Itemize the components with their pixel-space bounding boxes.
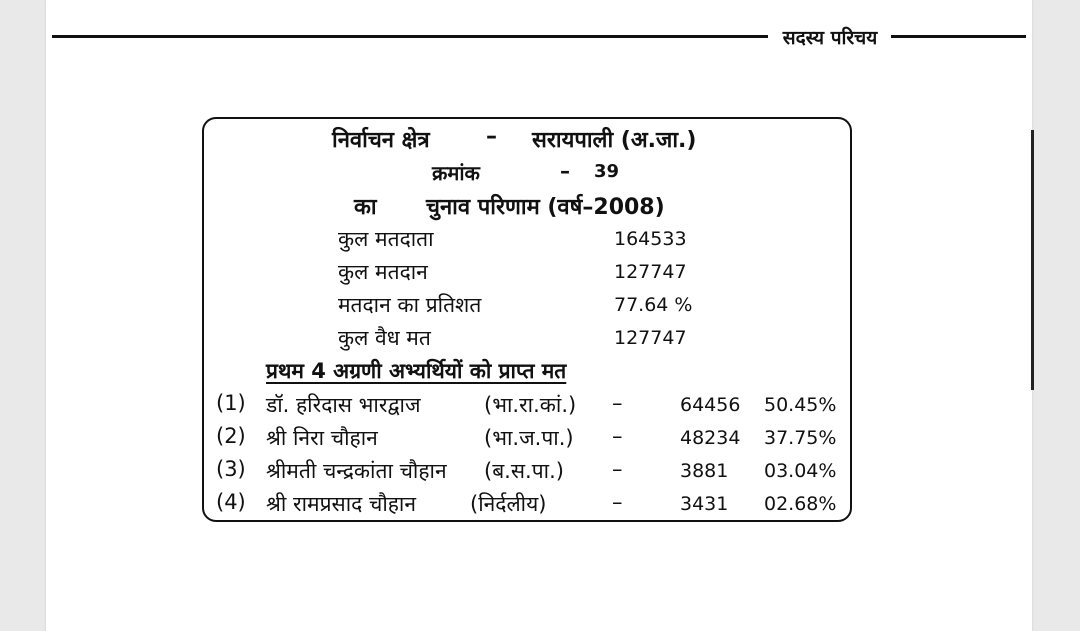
stat-value: 164533 [614, 228, 687, 250]
stat-label: कुल वैध मत [338, 326, 431, 350]
serial-number: 39 [594, 161, 620, 182]
page-header-title: सदस्य परिचय [782, 27, 878, 49]
document-page [46, 0, 1032, 631]
stat-value: 127747 [614, 261, 687, 283]
constituency-dash: – [486, 124, 497, 149]
candidate-index: (3) [216, 457, 246, 481]
candidate-percent: 02.68% [764, 493, 837, 515]
stat-label: कुल मतदाता [338, 227, 434, 251]
result-title: चुनाव परिणाम (वर्ष–2008) [426, 195, 665, 220]
candidate-name: श्री रामप्रसाद चौहान [266, 492, 416, 516]
candidate-name: डॉ. हरिदास भारद्वाज [266, 393, 421, 417]
candidate-percent: 03.04% [764, 460, 837, 482]
election-result-box [202, 117, 852, 522]
candidate-votes: 3881 [680, 460, 729, 482]
candidate-name: श्री निरा चौहान [266, 426, 378, 450]
candidate-dash: – [612, 391, 623, 415]
candidate-party: (ब.स.पा.) [484, 459, 564, 483]
candidate-party: (भा.रा.कां.) [484, 393, 577, 417]
header-rule-left [52, 35, 768, 38]
page-edge-mark [1031, 130, 1034, 390]
candidate-votes: 48234 [680, 427, 741, 449]
candidate-votes: 3431 [680, 493, 729, 515]
candidate-index: (2) [216, 424, 246, 448]
candidates-heading: प्रथम 4 अग्रणी अभ्यर्थियों को प्राप्त मत [266, 359, 567, 383]
header-rule-right [891, 35, 1026, 38]
candidate-index: (4) [216, 490, 246, 514]
candidate-index: (1) [216, 391, 246, 415]
constituency-label: निर्वाचन क्षेत्र [332, 128, 430, 153]
serial-dash: – [560, 159, 570, 183]
serial-label: क्रमांक [432, 161, 480, 185]
constituency-name: सरायपाली (अ.जा.) [532, 128, 697, 153]
candidate-dash: – [612, 457, 623, 481]
candidate-name: श्रीमती चन्द्रकांता चौहान [266, 459, 447, 483]
candidate-votes: 64456 [680, 394, 741, 416]
stat-value: 77.64 % [614, 294, 693, 316]
candidate-percent: 50.45% [764, 394, 837, 416]
candidate-party: (निर्दलीय) [470, 492, 547, 516]
stat-value: 127747 [614, 327, 687, 349]
candidate-dash: – [612, 490, 623, 514]
stat-label: मतदान का प्रतिशत [338, 293, 482, 317]
result-prefix: का [354, 195, 377, 220]
stat-label: कुल मतदान [338, 260, 428, 284]
candidate-percent: 37.75% [764, 427, 837, 449]
candidate-party: (भा.ज.पा.) [484, 426, 574, 450]
candidate-dash: – [612, 424, 623, 448]
